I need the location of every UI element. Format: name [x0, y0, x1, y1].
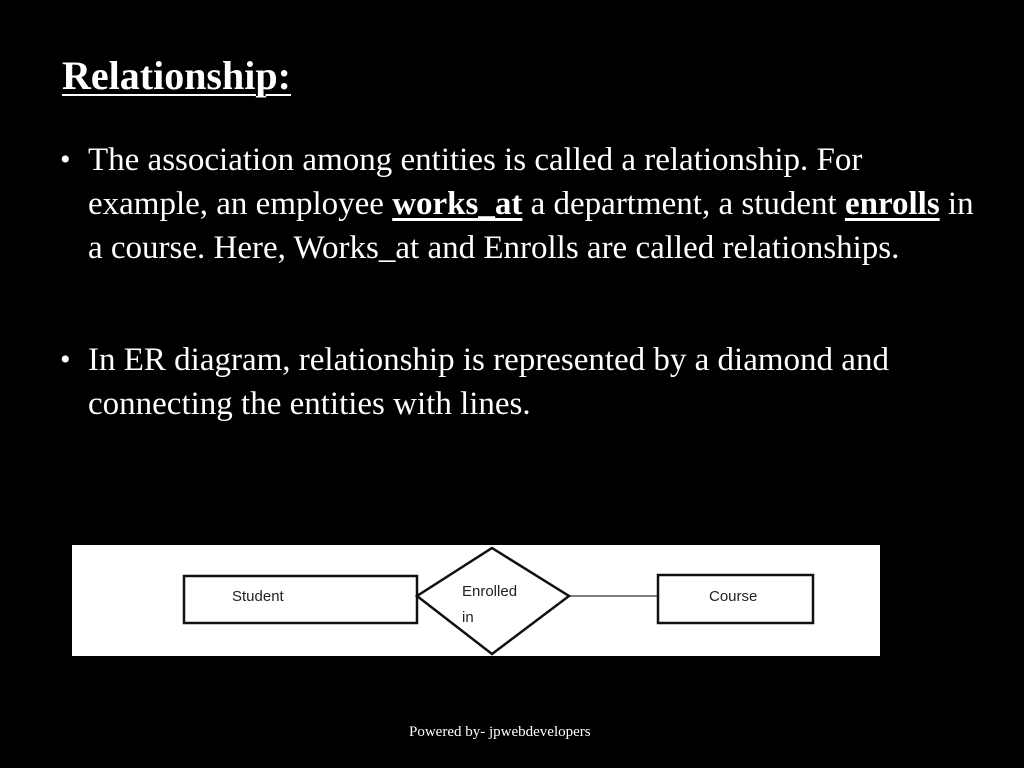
- entity-box-student: [184, 576, 417, 623]
- er-diagram-svg: [72, 545, 880, 656]
- keyword-enrolls: enrolls: [844, 186, 940, 222]
- keyword-works-at: works_at: [392, 186, 523, 222]
- relationship-label-line2: in: [462, 609, 474, 626]
- bullet-item-er-diagram: [60, 338, 990, 426]
- entity-label-course: Course: [709, 588, 758, 605]
- bullet-text: In ER diagram, relationship is represented by a diamond and connecting the entities with lines.: [88, 342, 889, 422]
- bullet-icon: •: [60, 143, 71, 176]
- bullet-text: The association among entities is called a relationship. For example, an employee: [88, 142, 863, 222]
- relationship-label-line1: Enrolled: [462, 583, 518, 600]
- footer-credit: Powered by- jpwebdevelopers: [409, 724, 591, 740]
- bullet-list: [60, 138, 990, 426]
- bullet-text: in a course. Here, Works_at and Enrolls are called relationships.: [88, 186, 974, 266]
- entity-label-student: Student: [232, 588, 284, 605]
- relationship-diamond: [417, 548, 569, 654]
- slide-title: Relationship:: [62, 53, 291, 98]
- bullet-item-relationship-definition: [60, 138, 990, 270]
- er-diagram: [72, 545, 880, 656]
- bullet-text: a department, a student: [522, 186, 845, 222]
- bullet-icon: •: [60, 343, 71, 376]
